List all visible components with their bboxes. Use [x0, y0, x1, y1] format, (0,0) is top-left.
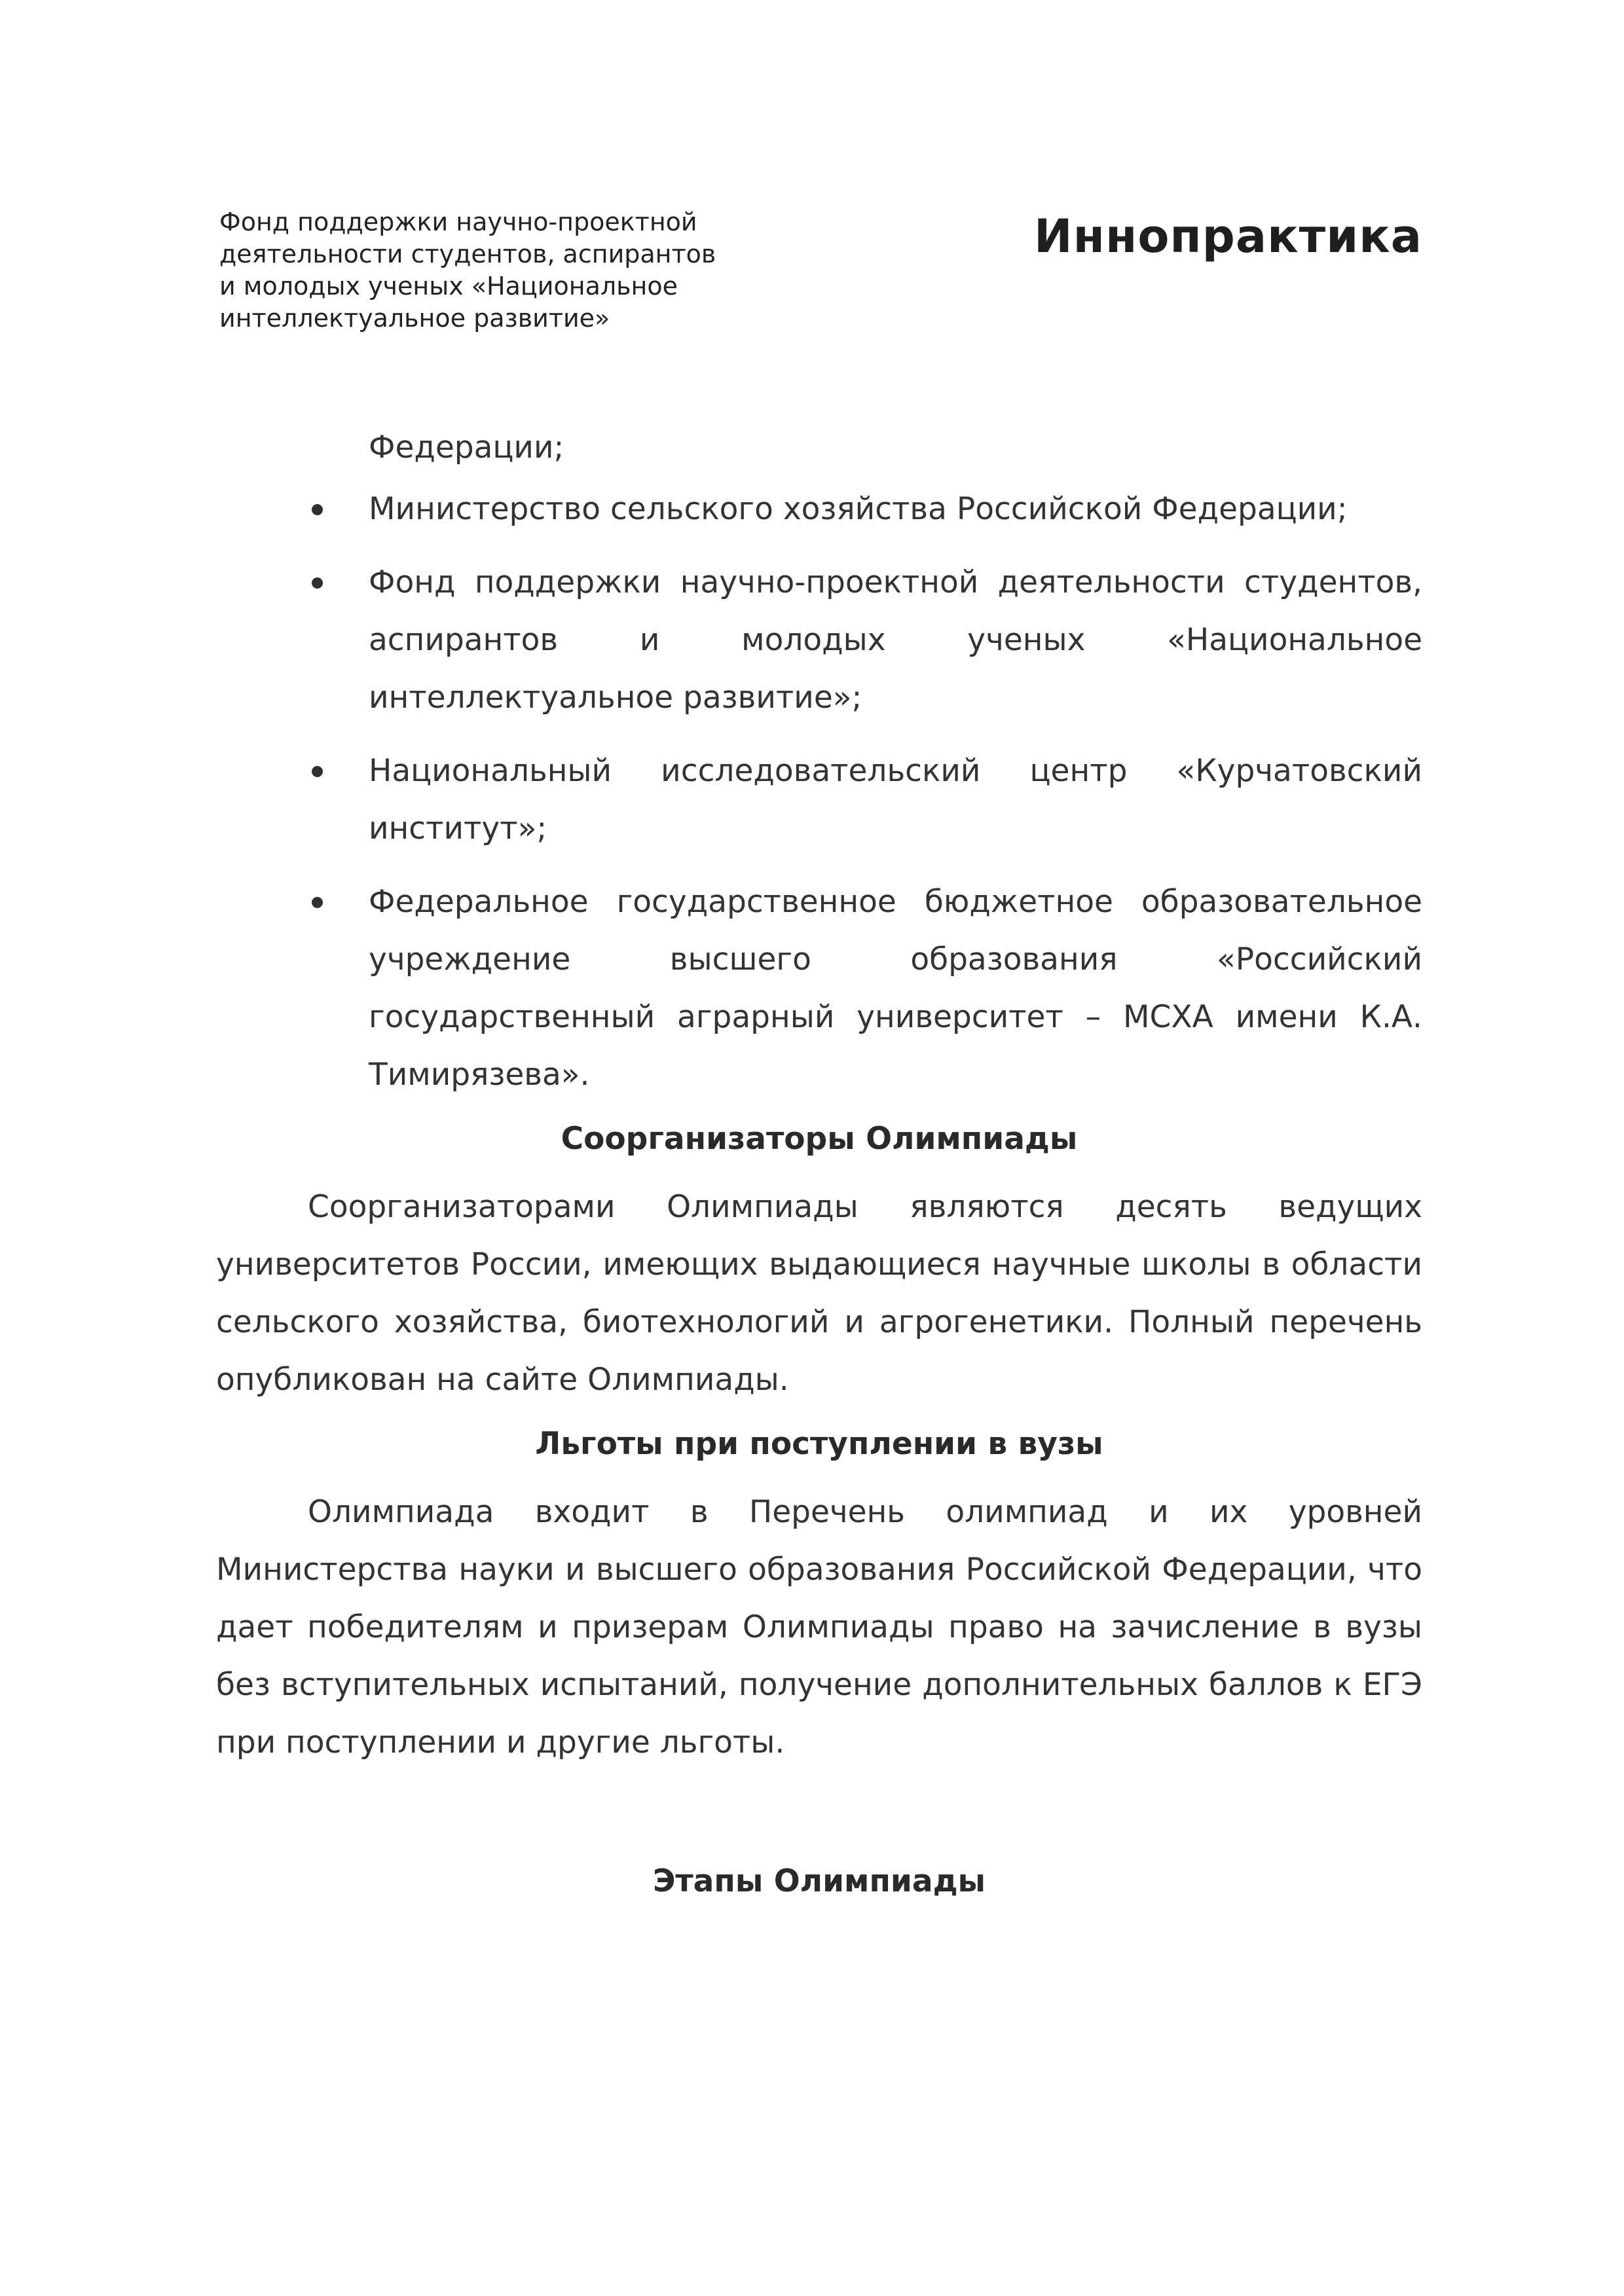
- list-item-text: Фонд поддержки научно-проектной деятельности студентов, аспирантов и молодых ученых «Национальное интеллектуальное развитие»;: [369, 564, 1422, 716]
- bullet-icon: [312, 577, 323, 589]
- section-text-benefits: Олимпиада входит в Перечень олимпиад и их уровней Министерства науки и высшего образования Российской Федерации, что дает победителям и призерам Олимпиады право на зачисление в вузы без вступительных испытаний, получение дополнительных баллов к ЕГЭ при поступлении и другие льготы.: [216, 1494, 1422, 1760]
- letterhead-line: интеллектуальное развитие»: [219, 304, 610, 333]
- bullet-icon: [312, 766, 323, 777]
- brand-logo: Иннопрактика: [1034, 210, 1422, 263]
- section-heading-benefits: Льготы при поступлении в вузы: [535, 1426, 1103, 1462]
- list-item: [216, 873, 1422, 1104]
- section-heading-coorganizers: Соорганизаторы Олимпиады: [561, 1121, 1078, 1157]
- document-body: [216, 419, 1422, 1901]
- organizers-list: [216, 481, 1422, 1104]
- letterhead-line: деятельности студентов, аспирантов: [219, 240, 716, 268]
- section-text-coorganizers: Соорганизаторами Олимпиады являются десять ведущих университетов России, имеющих выдающиеся научные школы в области сельского хозяйства, биотехнологий и агрогенетики. Полный перечень опубликован на сайте Олимпиады.: [216, 1189, 1422, 1398]
- list-item-text: Федеральное государственное бюджетное образовательное учреждение высшего образования «Российский государственный аграрный университет – МСХА имени К.А. Тимирязева».: [369, 884, 1422, 1093]
- bullet-icon: [312, 504, 323, 515]
- letterhead-line: и молодых ученых «Национальное: [219, 272, 678, 301]
- letterhead-line: Фонд поддержки научно-проектной: [219, 208, 697, 236]
- section-heading-stages: Этапы Олимпиады: [652, 1863, 986, 1899]
- letterhead-organization: [219, 206, 756, 335]
- continuation-text: Федерации;: [369, 429, 564, 465]
- bullet-icon: [312, 897, 323, 908]
- list-item-text: Министерство сельского хозяйства Российской Федерации;: [369, 491, 1348, 527]
- list-item-text: Национальный исследовательский центр «Курчатовский институт»;: [369, 753, 1422, 847]
- list-item: [216, 554, 1422, 727]
- list-item: [216, 742, 1422, 858]
- list-item: [216, 481, 1422, 538]
